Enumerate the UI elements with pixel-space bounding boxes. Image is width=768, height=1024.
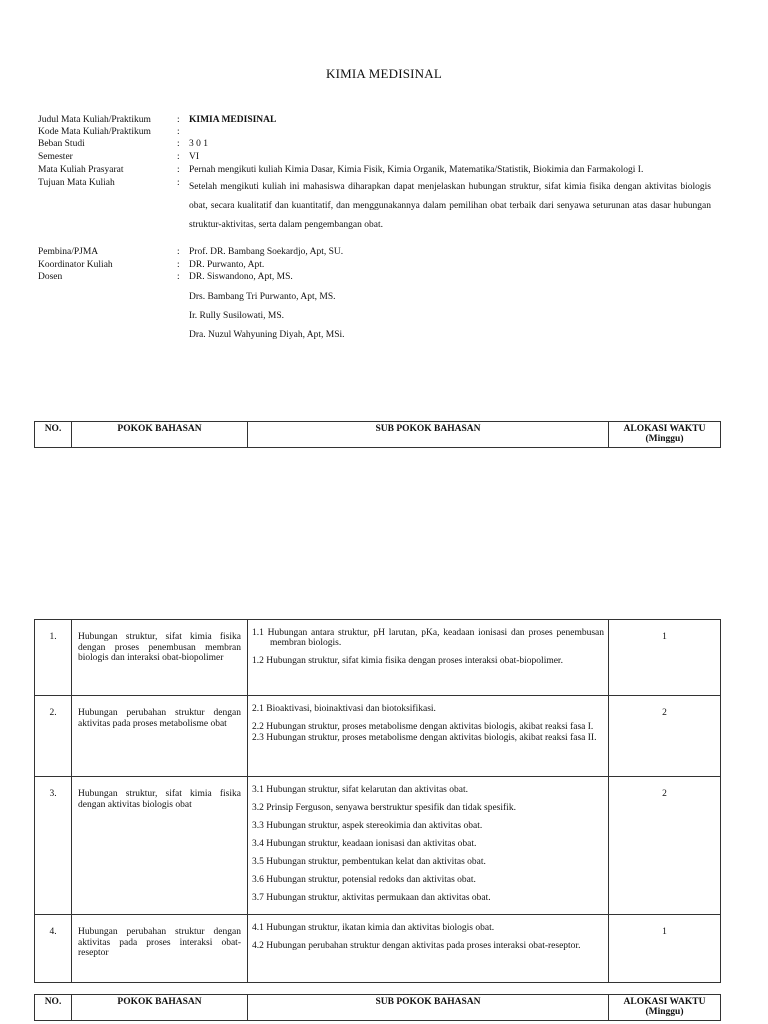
- row-no: 1.: [35, 620, 72, 696]
- content-table: [34, 619, 721, 983]
- label-kode: Kode Mata Kuliah/Praktikum: [38, 127, 151, 137]
- sub-item: 3.3 Hubungan struktur, aspek stereokimia dan aktivitas obat.: [252, 821, 483, 831]
- row-waktu: 1: [609, 620, 721, 696]
- row-pokok: Hubungan struktur, sifat kimia fisika dengan proses penembusan membran biologis dan interaksi obat-biopolimer: [72, 620, 248, 696]
- label-prasyarat: Mata Kuliah Prasyarat: [38, 165, 124, 175]
- value-pembina: Prof. DR. Bambang Soekardjo, Apt, SU.: [189, 247, 344, 257]
- page-title: KIMIA MEDISINAL: [325, 66, 443, 81]
- label-judul: Judul Mata Kuliah/Praktikum: [38, 115, 151, 125]
- colon: :: [177, 152, 180, 162]
- sub-item: 4.1 Hubungan struktur, ikatan kimia dan aktivitas biologis obat.: [252, 923, 495, 933]
- header-no: NO.: [35, 995, 72, 1021]
- label-tujuan: Tujuan Mata Kuliah: [38, 178, 115, 188]
- colon: :: [177, 165, 180, 175]
- header-sub: SUB POKOK BAHASAN: [248, 422, 609, 448]
- label-pembina: Pembina/PJMA: [38, 247, 99, 257]
- row-no: 2.: [35, 696, 72, 777]
- header-pokok: POKOK BAHASAN: [72, 422, 248, 448]
- row-waktu: 2: [609, 777, 721, 915]
- label-beban: Beban Studi: [38, 139, 85, 149]
- value-semester: VI: [189, 152, 200, 162]
- sub-item: 3.7 Hubungan struktur, aktivitas permukaan dan aktivitas obat.: [252, 893, 491, 903]
- header-table-bottom: [34, 994, 721, 1021]
- header-pokok: POKOK BAHASAN: [72, 995, 248, 1021]
- header-waktu-label: ALOKASI WAKTU: [623, 997, 706, 1007]
- colon: :: [177, 127, 180, 137]
- value-judul: KIMIA MEDISINAL: [189, 115, 277, 125]
- dosen-name: DR. Siswandono, Apt, MS.: [189, 272, 293, 282]
- sub-item: 1.1 Hubungan antara struktur, pH larutan, pKa, keadaan ionisasi dan proses penembusan membran biologis.: [252, 628, 604, 648]
- row-waktu: 2: [609, 696, 721, 777]
- row-pokok: Hubungan perubahan struktur dengan aktivitas pada proses metabolisme obat: [72, 696, 248, 777]
- table-row: [35, 620, 721, 696]
- row-waktu: 1: [609, 915, 721, 983]
- table-row: [35, 915, 721, 983]
- table-row: [35, 777, 721, 915]
- header-waktu-unit: (Minggu): [645, 1007, 684, 1017]
- colon: :: [177, 115, 180, 125]
- sub-item: 2.2 Hubungan struktur, proses metabolisme dengan aktivitas biologis, akibat reaksi fasa I.: [252, 722, 594, 732]
- sub-item: 3.1 Hubungan struktur, sifat kelarutan dan aktivitas obat.: [252, 785, 468, 795]
- colon: :: [177, 272, 180, 282]
- row-sub: [248, 696, 609, 777]
- header-waktu-unit: (Minggu): [645, 434, 684, 444]
- value-beban: 3 0 1: [189, 139, 208, 149]
- colon: :: [177, 247, 180, 257]
- sub-item: 2.3 Hubungan struktur, proses metabolisme dengan aktivitas biologis, akibat reaksi fasa II.: [252, 733, 597, 743]
- row-pokok: Hubungan perubahan struktur dengan aktivitas pada proses interaksi obat-reseptor: [72, 915, 248, 983]
- label-koordinator: Koordinator Kuliah: [38, 260, 113, 270]
- dosen-name: Drs. Bambang Tri Purwanto, Apt, MS.: [189, 292, 336, 302]
- colon: :: [177, 260, 180, 270]
- row-sub: [248, 620, 609, 696]
- value-tujuan: Setelah mengikuti kuliah ini mahasiswa diharapkan dapat menjelaskan hubungan struktur, sifat kimia fisika dengan aktivitas biologis obat, secara kualitatif dan kuantitatif, dan menggunakannya dalam pemilihan obat terbaik dari senyawa seturunan atas dasar hubungan struktur-aktivitas, serta dalam pengembangan obat.: [189, 182, 711, 230]
- colon: :: [177, 139, 180, 149]
- row-sub: [248, 777, 609, 915]
- sub-item: 3.2 Prinsip Ferguson, senyawa berstruktur spesifik dan tidak spesifik.: [252, 803, 516, 813]
- header-no: NO.: [35, 422, 72, 448]
- header-table-top: [34, 421, 721, 448]
- table-row: [35, 696, 721, 777]
- header-sub: SUB POKOK BAHASAN: [248, 995, 609, 1021]
- sub-item: 1.2 Hubungan struktur, sifat kimia fisika dengan proses interaksi obat-biopolimer.: [252, 656, 563, 666]
- sub-item: 4.2 Hubungan perubahan struktur dengan aktivitas pada proses interaksi obat-reseptor.: [252, 941, 581, 951]
- label-semester: Semester: [38, 152, 73, 162]
- value-prasyarat: Pernah mengikuti kuliah Kimia Dasar, Kimia Fisik, Kimia Organik, Matematika/Statistik, Biokimia dan Farmakologi I.: [189, 165, 644, 175]
- sub-item: 3.4 Hubungan struktur, keadaan ionisasi dan aktivitas obat.: [252, 839, 477, 849]
- row-pokok: Hubungan struktur, sifat kimia fisika dengan aktivitas biologis obat: [72, 777, 248, 915]
- sub-item: 2.1 Bioaktivasi, bioinaktivasi dan biotoksifikasi.: [252, 704, 436, 714]
- row-sub: [248, 915, 609, 983]
- sub-item: 3.5 Hubungan struktur, pembentukan kelat dan aktivitas obat.: [252, 857, 486, 867]
- label-dosen: Dosen: [38, 272, 63, 282]
- row-no: 4.: [35, 915, 72, 983]
- sub-item: 3.6 Hubungan struktur, potensial redoks dan aktivitas obat.: [252, 875, 476, 885]
- colon: :: [177, 178, 180, 188]
- header-waktu: [609, 995, 721, 1021]
- dosen-name: Ir. Rully Susilowati, MS.: [189, 311, 285, 321]
- row-no: 3.: [35, 777, 72, 915]
- dosen-name: Dra. Nuzul Wahyuning Diyah, Apt, MSi.: [189, 330, 345, 340]
- value-koordinator: DR. Purwanto, Apt.: [189, 260, 265, 270]
- header-waktu: [609, 422, 721, 448]
- header-waktu-label: ALOKASI WAKTU: [623, 424, 706, 434]
